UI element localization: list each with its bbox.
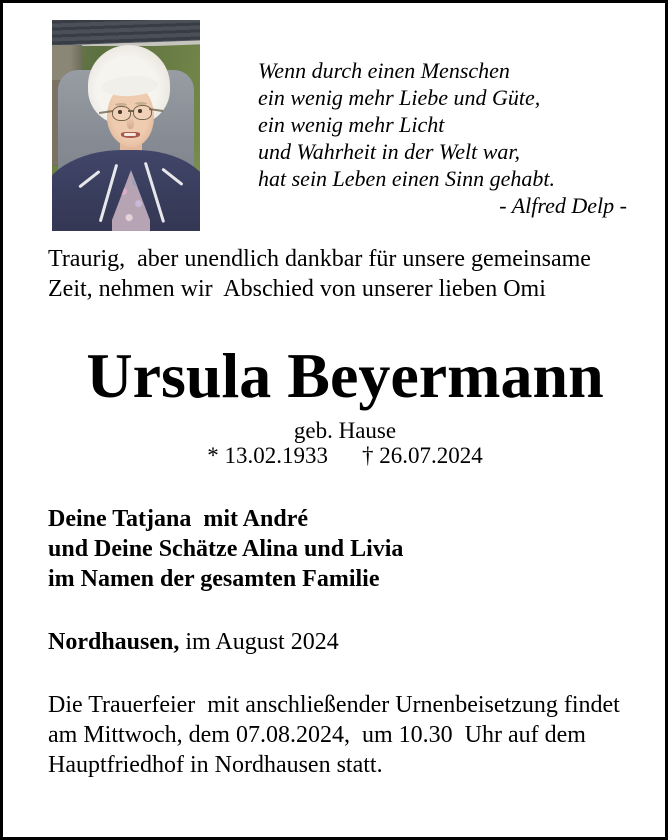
intro-line: Zeit, nehmen wir Abschied von unserer lieben Omi [48,276,546,302]
funeral-info [48,690,658,780]
photo-nose [127,117,134,129]
poem-line: ein wenig mehr Liebe und Güte, [258,85,541,110]
funeral-line: Die Trauerfeier mit anschließender Urnenbeisetzung findet [48,692,620,718]
intro-line: Traurig, aber unendlich dankbar für unsere gemeinsame [48,246,591,272]
family-line: im Namen der gesamten Familie [48,566,380,592]
poem-line: und Wahrheit in der Welt war, [258,139,520,164]
life-dates [48,443,642,468]
funeral-line: Hauptfriedhof in Nordhausen statt. [48,752,383,778]
family-block [48,504,648,594]
birth-date: * 13.02.1933 [207,443,328,468]
place-date-line [48,627,648,657]
place-name: Nordhausen, [48,629,180,655]
poem-line: hat sein Leben einen Sinn gehabt. [258,166,555,191]
funeral-line: am Mittwoch, dem 07.08.2024, um 10.30 Uhr auf dem [48,722,586,748]
family-line: Deine Tatjana mit André [48,506,309,532]
photo-glasses-bridge [128,110,134,112]
death-date: † 26.07.2024 [362,443,483,468]
deceased-name: Ursula Beyermann [86,340,604,411]
photo-smile [124,133,136,136]
memorial-poem [258,57,627,219]
photo-eye-left [118,110,122,114]
portrait-photo [52,20,200,231]
poem-line: Wenn durch einen Menschen [258,58,510,83]
family-line: und Deine Schätze Alina und Livia [48,536,404,562]
maiden-name: geb. Hause [293,418,397,443]
poem-attribution: - Alfred Delp - [499,193,627,218]
intro-text [48,244,648,304]
poem-line: ein wenig mehr Licht [258,112,445,137]
place-date: im August 2024 [179,629,339,655]
photo-eye-right [138,109,142,113]
